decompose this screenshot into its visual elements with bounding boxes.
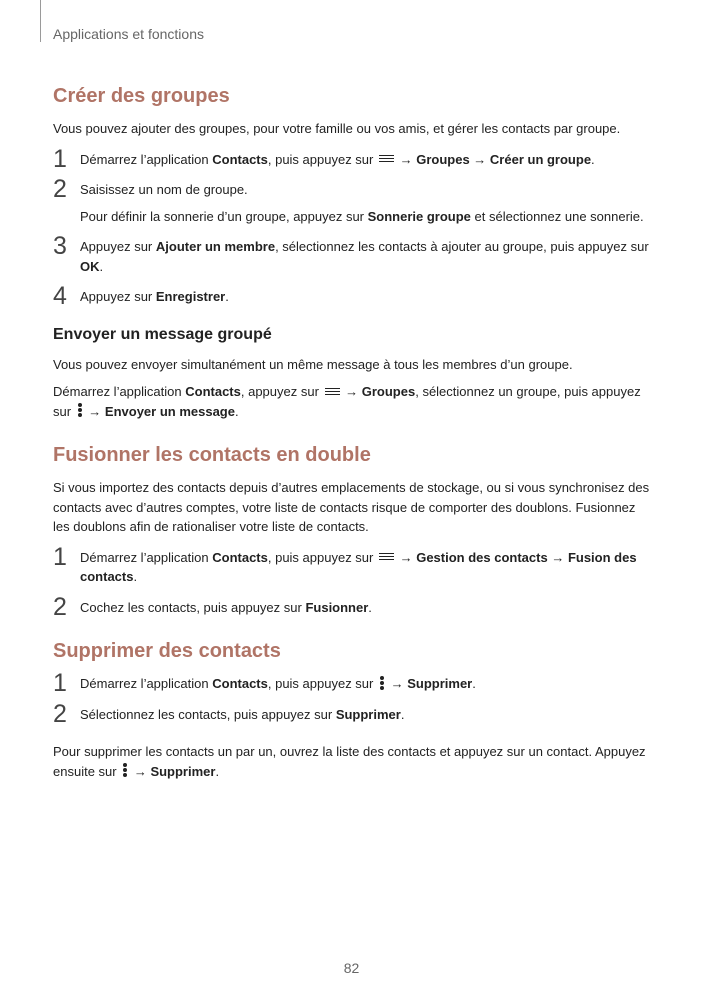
header-rule bbox=[40, 0, 41, 42]
subsection-title-message-groupe: Envoyer un message groupé bbox=[53, 325, 272, 343]
section-title-supprimer: Supprimer des contacts bbox=[53, 640, 281, 662]
step-1 bbox=[53, 144, 653, 173]
page-content bbox=[53, 84, 653, 781]
step-text: Démarrez l’application Contacts, puis appuyez sur → Groupes → Créer un groupe. bbox=[80, 151, 595, 167]
step-number: 3 bbox=[53, 232, 67, 260]
step-text: Démarrez l’application Contacts, puis appuyez sur → Supprimer. bbox=[80, 676, 476, 691]
step-number: 1 bbox=[53, 669, 67, 697]
step-text: Sélectionnez les contacts, puis appuyez sur Supprimer. bbox=[80, 706, 405, 722]
step-text: Saisissez un nom de groupe. bbox=[80, 182, 248, 197]
step-1 bbox=[53, 669, 653, 697]
step-1 bbox=[53, 542, 653, 587]
section-intro: Si vous importez des contacts depuis d’autres emplacements de stockage, ou si vous synchronisez des contacts avec d’autres comptes, votre liste de contacts risque de comporter des doublons. Fusionnez les doublons afin de rationaliser votre liste de contacts. bbox=[53, 480, 650, 534]
menu-icon bbox=[379, 551, 394, 563]
step-text: Appuyez sur Ajouter un membre, sélectionnez les contacts à ajouter au groupe, puis appuyez sur OK. bbox=[80, 239, 649, 274]
step-2 bbox=[53, 175, 653, 226]
section-intro: Vous pouvez ajouter des groupes, pour votre famille ou vos amis, et gérer les contacts par groupe. bbox=[53, 121, 621, 136]
step-text: Appuyez sur Enregistrer. bbox=[80, 289, 229, 304]
more-options-icon bbox=[379, 675, 385, 691]
subsection-paragraph: Démarrez l’application Contacts, appuyez sur → Groupes, sélectionnez un groupe, puis appuyez sur → Envoyer un message. bbox=[53, 384, 641, 419]
step-3 bbox=[53, 232, 653, 276]
menu-icon bbox=[379, 153, 394, 165]
step-subtext: Pour définir la sonnerie d’un groupe, appuyez sur Sonnerie groupe et sélectionnez une sonnerie. bbox=[80, 208, 644, 224]
step-2 bbox=[53, 699, 653, 728]
menu-icon bbox=[325, 386, 340, 398]
step-text: Cochez les contacts, puis appuyez sur Fusionner. bbox=[80, 599, 372, 615]
step-number: 2 bbox=[53, 592, 67, 621]
page-header: Applications et fonctions bbox=[53, 26, 204, 42]
step-number: 1 bbox=[53, 542, 67, 571]
step-number: 1 bbox=[53, 144, 67, 173]
step-text: Démarrez l’application Contacts, puis appuyez sur → Gestion des contacts → Fusion des contacts. bbox=[80, 549, 637, 584]
section-title-creer-groupes: Créer des groupes bbox=[53, 85, 230, 107]
step-2 bbox=[53, 592, 653, 621]
subsection-paragraph: Vous pouvez envoyer simultanément un même message à tous les membres d’un groupe. bbox=[53, 356, 573, 372]
page-number: 82 bbox=[343, 960, 360, 976]
more-options-icon bbox=[122, 762, 128, 778]
more-options-icon bbox=[77, 402, 83, 418]
step-number: 2 bbox=[53, 175, 67, 203]
note-paragraph: Pour supprimer les contacts un par un, ouvrez la liste des contacts et appuyez sur un contact. Appuyez ensuite sur → Supprimer. bbox=[53, 744, 646, 779]
step-number: 4 bbox=[53, 282, 67, 310]
step-4 bbox=[53, 282, 653, 310]
section-title-fusionner: Fusionner les contacts en double bbox=[53, 444, 371, 466]
step-number: 2 bbox=[53, 699, 67, 728]
